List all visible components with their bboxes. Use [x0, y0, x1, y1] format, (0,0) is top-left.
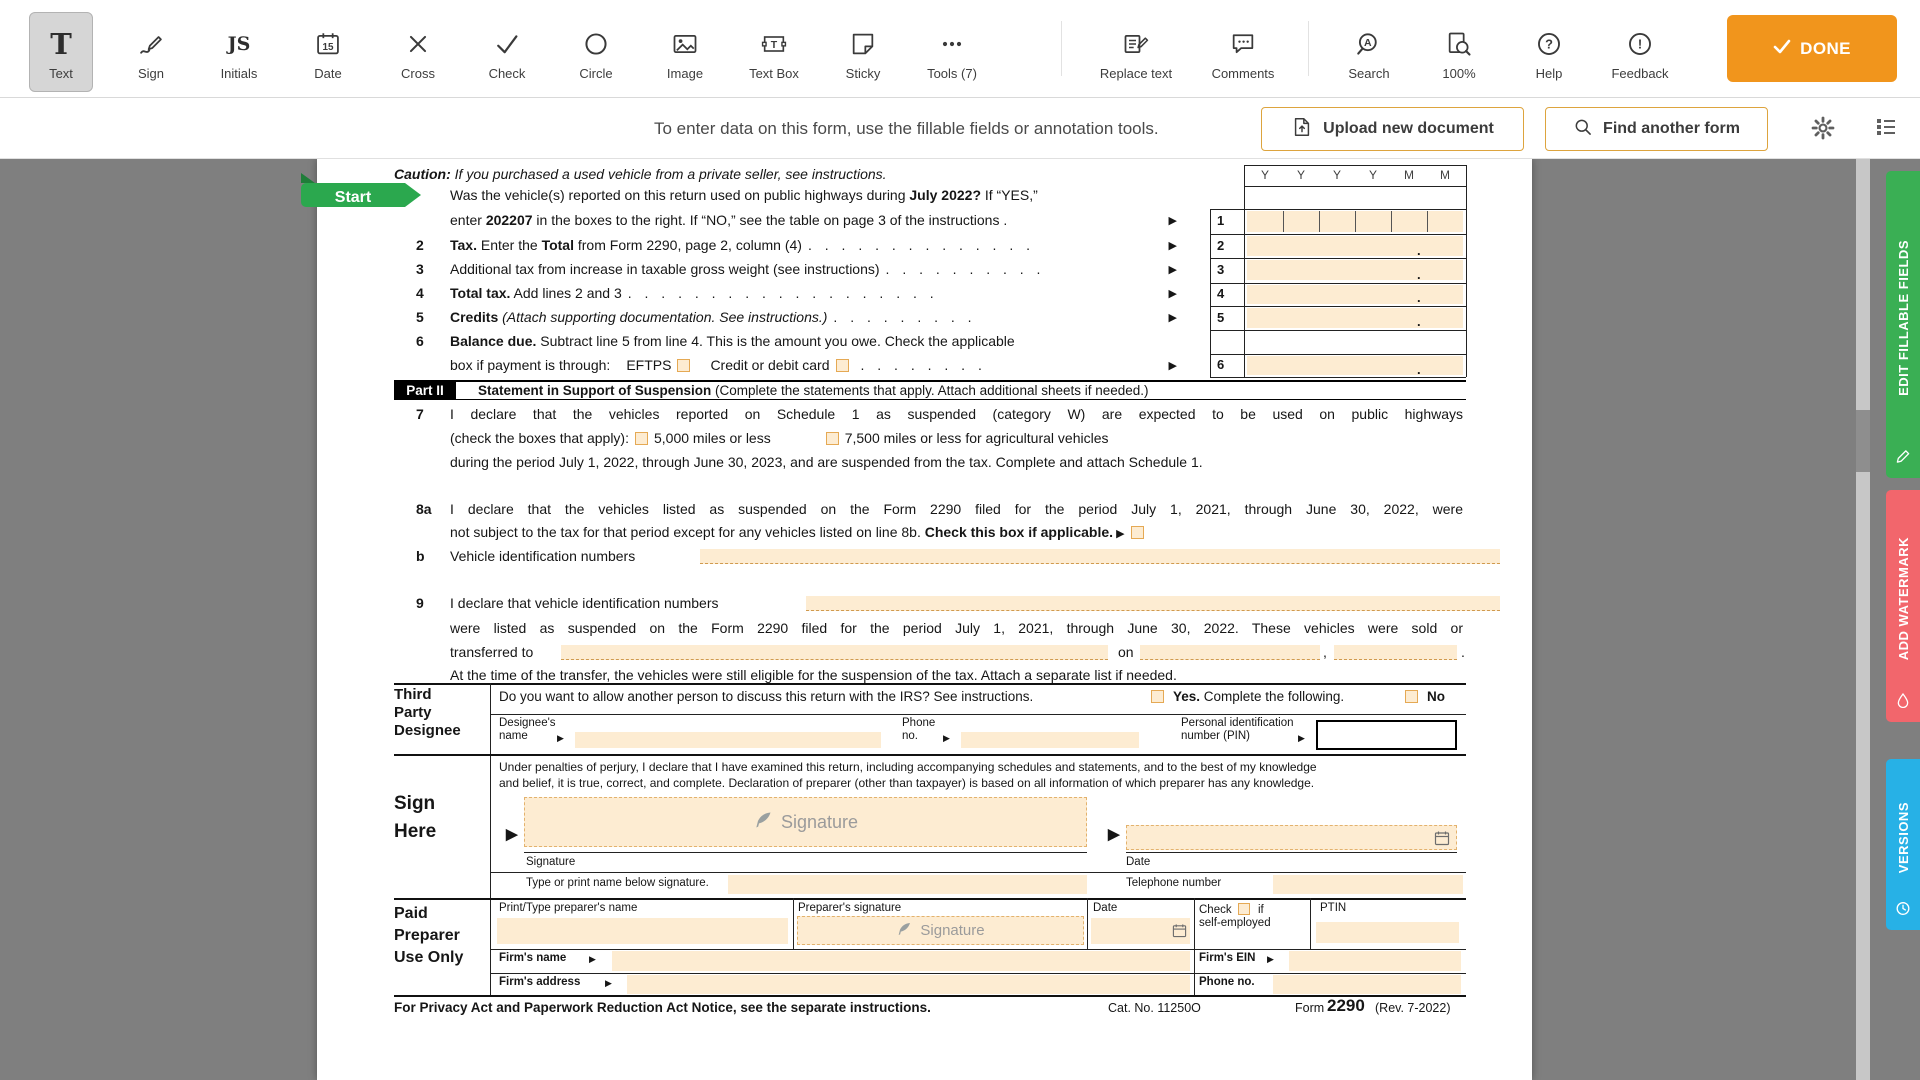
settings-gear-icon[interactable]: [1810, 115, 1836, 146]
designee-name-label: name: [499, 730, 528, 742]
calendar-icon: [1434, 830, 1450, 851]
date-arrow: ▶: [1108, 826, 1120, 843]
done-button[interactable]: [1727, 15, 1897, 82]
divider: [1210, 377, 1466, 378]
start-pointer[interactable]: [299, 173, 423, 222]
line9-row-1: 9 I declare that vehicle identification numbers: [416, 595, 719, 611]
transfer-extra-field[interactable]: [1334, 645, 1457, 660]
divider: [490, 714, 1466, 715]
part2-header: [394, 380, 1466, 400]
tool-text[interactable]: T Text: [29, 12, 93, 92]
amount-field-line3[interactable]: [1247, 260, 1463, 280]
tool-textbox[interactable]: T Text Box: [742, 12, 806, 92]
line8a-row-1: 8a I declare that the vehicles listed as suspended on the Form 2290 filed for the period July 1, 2021, through June 30, 2022, were: [416, 501, 1463, 517]
divider: [524, 852, 1087, 853]
toolbar: [0, 0, 1920, 98]
line1-text-2: enter 202207 in the boxes to the right. If “NO,” see the table on page 3 of the instructions . ▶: [450, 212, 1177, 228]
field-arrow: ▶: [589, 954, 596, 964]
form-hint-text: To enter data on this form, use the fillable fields or annotation tools.: [654, 119, 1159, 138]
divider: [1466, 165, 1467, 377]
field-arrow: ▶: [1298, 733, 1305, 743]
divider: [394, 754, 1466, 756]
decimal-dot: .: [1417, 243, 1421, 258]
sign-here-heading: Here: [394, 821, 437, 842]
divider: [1283, 211, 1284, 232]
firm-address-field[interactable]: [627, 975, 1190, 994]
upload-document-icon: [1291, 116, 1313, 143]
designee-no-checkbox[interactable]: [1405, 690, 1418, 703]
tool-image[interactable]: Image: [653, 12, 717, 92]
self-employed-checkbox[interactable]: [1238, 903, 1250, 915]
line9-on-label: on: [1118, 644, 1134, 660]
divider: [1210, 209, 1466, 210]
toolbar-divider: [1308, 21, 1309, 76]
upload-button-label: Upload new document: [1323, 120, 1494, 137]
perjury-text: and belief, it is true, correct, and complete. Declaration of preparer (other than taxpayer) is based on all information of which preparer has any knowledge.: [499, 776, 1315, 790]
paid-preparer-heading: Use Only: [394, 949, 464, 966]
feather-icon: [753, 810, 773, 835]
magnifier-icon: [1573, 117, 1593, 142]
transferred-to-field[interactable]: [561, 645, 1108, 660]
third-party-heading: Designee: [394, 722, 461, 739]
versions-history-icon: [1896, 901, 1911, 921]
tool-cross[interactable]: Cross: [386, 12, 450, 92]
designee-phone-label: no.: [902, 730, 918, 742]
field-arrow: ▶: [1267, 954, 1274, 964]
svg-text:!: !: [1637, 36, 1643, 52]
divider: [1210, 258, 1466, 259]
line1-text-1: Was the vehicle(s) reported on this return used on public highways during July 2022? If “YES,”: [450, 187, 1038, 203]
check-self-employed-label: self-employed: [1199, 917, 1271, 929]
check-self-employed-label: if: [1258, 904, 1264, 916]
amount-field-line6[interactable]: [1247, 356, 1463, 375]
part2-label: Part II: [394, 382, 456, 399]
firm-name-field[interactable]: [612, 951, 1190, 971]
yyyymm-header: Y Y Y Y M M: [1260, 168, 1450, 182]
divider: [1391, 211, 1392, 232]
divider: [394, 898, 1466, 900]
preparer-signature-header: Preparer's signature: [798, 902, 902, 914]
svg-text:15: 15: [322, 41, 334, 53]
divider: [394, 683, 1466, 685]
replace-text-icon: [1122, 23, 1150, 65]
line2-row: 2 Tax. Enter the Total from Form 2290, page 2, column (4) . . . . . . . . . . . . . . ▶: [416, 237, 1177, 253]
line8b-row: b Vehicle identification numbers: [416, 548, 636, 564]
image-icon: [671, 23, 699, 65]
tool-initials[interactable]: JS Initials: [207, 12, 271, 92]
check-self-employed-label: Check: [1199, 904, 1232, 916]
firm-phone-field[interactable]: [1273, 975, 1461, 994]
sticky-icon: [849, 23, 877, 65]
divider: [1087, 898, 1088, 949]
divider: [1319, 211, 1320, 232]
tab-versions[interactable]: VERSIONS: [1886, 759, 1920, 930]
divider: [1126, 852, 1457, 853]
divider: [1355, 211, 1356, 232]
divider: [1210, 354, 1466, 355]
firm-name-label: Firm's name: [499, 952, 567, 964]
upload-new-document-button[interactable]: [1261, 107, 1524, 151]
field-arrow: ▶: [557, 733, 564, 743]
watermark-icon: [1897, 693, 1910, 713]
designee-yes-checkbox[interactable]: [1151, 690, 1164, 703]
preparer-date-field[interactable]: [1091, 918, 1190, 944]
divider: [1210, 306, 1466, 307]
firm-address-label: Firm's address: [499, 976, 581, 988]
preparer-name-header: Print/Type preparer's name: [499, 902, 638, 914]
sign-icon: [137, 23, 165, 65]
search-icon: [1355, 23, 1383, 65]
date-icon: [314, 23, 342, 65]
row-number: 4: [1217, 286, 1225, 301]
ptin-field[interactable]: [1316, 922, 1459, 943]
row-number: 2: [1217, 238, 1225, 253]
form-number: 2290: [1327, 996, 1365, 1015]
line3-row: 3 Additional tax from increase in taxable gross weight (see instructions) . . . . . . . . . . ▶: [416, 261, 1177, 277]
divider: [1244, 165, 1466, 166]
decimal-dot: .: [1417, 267, 1421, 282]
telephone-label: Telephone number: [1126, 877, 1222, 889]
period: .: [1461, 644, 1465, 660]
zoom-icon: [1445, 23, 1473, 65]
line-arrow: ▶: [1168, 312, 1177, 324]
feather-icon: [896, 921, 912, 941]
form-word: Form: [1295, 1001, 1325, 1015]
third-party-heading: Party: [394, 704, 432, 721]
line7-row-2: (check the boxes that apply): 5,000 miles or less 7,500 miles or less for agricultural vehicles: [450, 430, 1109, 446]
preparer-date-header: Date: [1093, 902, 1118, 914]
svg-text:T: T: [770, 39, 778, 52]
signature-field[interactable]: Signature: [524, 797, 1087, 847]
ellipsis-icon: [938, 23, 966, 65]
preparer-signature-field[interactable]: Signature: [797, 916, 1084, 945]
phone-no-label: Phone no.: [1199, 976, 1255, 988]
signature-label: Signature: [526, 856, 576, 868]
tool-check[interactable]: Check: [475, 12, 539, 92]
pin-box[interactable]: [1316, 720, 1457, 750]
part2-title: Statement in Support of Suspension (Complete the statements that apply. Attach additional sheets if needed.): [478, 383, 1149, 398]
date-label: Date: [1126, 856, 1151, 868]
help-icon: [1535, 23, 1563, 65]
vin-field-8b[interactable]: [700, 549, 1500, 564]
field-arrow: ▶: [605, 978, 612, 988]
text-icon: T: [50, 26, 72, 61]
firm-ein-field[interactable]: [1289, 951, 1461, 971]
done-label: DONE: [1800, 38, 1851, 58]
comments-icon: [1229, 23, 1257, 65]
tool-comments[interactable]: Comments: [1203, 12, 1283, 92]
decimal-dot: .: [1417, 290, 1421, 305]
divider: [394, 995, 1466, 997]
line9-row-2: were listed as suspended on the Form 2290 filed for the period July 1, 2021, through June 30, 2022. These vehicles were sold or: [450, 620, 1463, 636]
5000-miles-checkbox[interactable]: [635, 432, 648, 445]
find-button-label: Find another form: [1603, 120, 1740, 137]
feedback-icon: [1626, 23, 1654, 65]
check-icon: [493, 23, 521, 65]
tool-replace-text[interactable]: Replace text: [1091, 12, 1181, 92]
sign-date-field[interactable]: [1126, 825, 1457, 850]
document-viewport: [0, 159, 1920, 1080]
vertical-scrollbar-track[interactable]: [1856, 159, 1870, 1080]
toolbar-divider: [1061, 21, 1062, 76]
find-another-form-button[interactable]: [1545, 107, 1768, 151]
divider: [1210, 283, 1466, 284]
transfer-date-field[interactable]: [1140, 645, 1320, 660]
cross-icon: [405, 23, 431, 65]
amount-field-line4[interactable]: [1247, 285, 1463, 304]
circle-icon: [582, 23, 610, 65]
preparer-name-field[interactable]: [497, 918, 788, 944]
form-revision: (Rev. 7-2022): [1375, 1001, 1451, 1015]
line8a-checkbox[interactable]: [1131, 526, 1144, 539]
type-name-label: Type or print name below signature.: [526, 877, 709, 889]
tool-sticky[interactable]: Sticky: [831, 12, 895, 92]
row-number: 5: [1217, 310, 1225, 325]
pin-label: Personal identification: [1181, 717, 1294, 729]
designee-phone-field[interactable]: [961, 732, 1139, 748]
tool-date[interactable]: 15 Date: [296, 12, 360, 92]
line-arrow: ▶: [1168, 240, 1177, 252]
calendar-icon: [1172, 923, 1187, 943]
line8a-row-2: not subject to the tax for that period except for any vehicles listed on line 8b. Check this box if applicable. ▶: [450, 524, 1150, 540]
edit-fields-icon: [1896, 449, 1911, 469]
done-check-icon: [1773, 38, 1791, 59]
tool-feedback[interactable]: ! Feedback: [1602, 12, 1678, 92]
row-number: 3: [1217, 262, 1225, 277]
row-number: 6: [1217, 357, 1225, 372]
tool-tools-more[interactable]: Tools (7): [920, 12, 984, 92]
paid-preparer-heading: Paid: [394, 905, 428, 922]
comma: ,: [1323, 644, 1327, 660]
designee-no-label: No: [1427, 689, 1445, 704]
line-arrow: ▶: [1168, 288, 1177, 300]
tool-help[interactable]: ? Help: [1517, 12, 1581, 92]
decimal-dot: .: [1417, 314, 1421, 329]
privacy-notice: For Privacy Act and Paperwork Reduction Act Notice, see the separate instructions.: [394, 1000, 931, 1015]
designee-name-label: Designee's: [499, 717, 556, 729]
caution-line: Caution: If you purchased a used vehicle from a private seller, see instructions.: [394, 166, 887, 182]
divider: [1427, 211, 1428, 232]
tool-zoom[interactable]: 100%: [1427, 12, 1491, 92]
credit-card-checkbox[interactable]: [836, 359, 849, 372]
line7-row-3: during the period July 1, 2022, through June 30, 2023, and are suspended from the tax. Complete and attach Schedule 1.: [450, 454, 1203, 470]
sign-here-heading: Sign: [394, 793, 436, 814]
line4-row: 4 Total tax. Add lines 2 and 3 . . . . . . . . . . . . . . . . . . . ▶: [416, 285, 1177, 301]
signature-arrow: ▶: [506, 826, 518, 843]
row-number: 1: [1217, 213, 1225, 228]
svg-text:?: ?: [1545, 36, 1553, 52]
divider: [490, 872, 1466, 873]
catalog-number: Cat. No. 11250O: [1108, 1001, 1201, 1015]
divider: [793, 898, 794, 949]
perjury-text: Under penalties of perjury, I declare that I have examined this return, including accompanying schedules and statements, and to the best of my knowledge: [499, 760, 1317, 774]
divider: [490, 973, 1466, 974]
line5-row: 5 Credits (Attach supporting documentation. See instructions.) . . . . . . . . . ▶: [416, 309, 1177, 325]
divider: [1244, 186, 1466, 187]
tool-circle[interactable]: Circle: [564, 12, 628, 92]
paid-preparer-heading: Preparer: [394, 927, 460, 944]
decimal-dot: .: [1417, 362, 1421, 377]
divider: [490, 949, 1466, 950]
line7-row-1: 7 I declare that the vehicles reported on Schedule 1 as suspended (category W) are expected to be used on public highways: [416, 406, 1463, 422]
document-page: [317, 159, 1532, 1080]
line-arrow: ▶: [1168, 360, 1177, 372]
designee-phone-label: Phone: [902, 717, 936, 729]
tab-edit-fillable-fields[interactable]: EDIT FILLABLE FIELDS: [1886, 171, 1920, 478]
line9-transferred-label: transferred to: [450, 644, 534, 660]
designee-yes-label: Yes. Complete the following.: [1173, 689, 1345, 704]
amount-field-line2[interactable]: [1247, 236, 1463, 256]
textbox-icon: [760, 23, 788, 65]
ptin-header: PTIN: [1320, 902, 1347, 914]
line9-row-4: At the time of the transfer, the vehicles were still eligible for the suspension of the tax. Attach a separate list if needed.: [450, 667, 1177, 683]
line6-row-2: box if payment is through: EFTPS Credit or debit card . . . . . . . . ▶: [450, 357, 1177, 373]
field-arrow: ▶: [943, 733, 950, 743]
divider: [1210, 330, 1466, 331]
third-party-heading: Third: [394, 686, 432, 703]
7500-miles-checkbox[interactable]: [826, 432, 839, 445]
firm-ein-label: Firm's EIN: [1199, 952, 1256, 964]
divider: [1194, 898, 1195, 995]
vin-field-9[interactable]: [806, 596, 1500, 611]
divider: [1310, 898, 1311, 949]
info-bar: [0, 98, 1920, 159]
line-arrow: ▶: [1168, 215, 1177, 227]
fields-list-icon[interactable]: [1874, 115, 1898, 144]
start-tag-fold: [301, 173, 315, 183]
type-name-field[interactable]: [728, 875, 1087, 894]
vertical-scrollbar-thumb[interactable]: [1856, 410, 1870, 472]
divider: [1210, 234, 1466, 235]
eftps-checkbox[interactable]: [677, 359, 690, 372]
tool-search[interactable]: A Search: [1337, 12, 1401, 92]
line-arrow: ▶: [1168, 264, 1177, 276]
divider: [1244, 165, 1245, 377]
svg-text:A: A: [1364, 37, 1372, 50]
initials-icon: JS: [227, 32, 251, 55]
tool-sign[interactable]: Sign: [119, 12, 183, 92]
designee-name-field[interactable]: [575, 732, 881, 748]
tab-add-watermark[interactable]: ADD WATERMARK: [1886, 490, 1920, 722]
line6-row-1: 6 Balance due. Subtract line 5 from line 4. This is the amount you owe. Check the applicable: [416, 333, 1015, 349]
pin-label: number (PIN): [1181, 730, 1251, 742]
telephone-field[interactable]: [1273, 875, 1463, 894]
amount-field-line5[interactable]: [1247, 308, 1463, 328]
svg-text:Start: Start: [334, 189, 372, 206]
designee-question: Do you want to allow another person to discuss this return with the IRS? See instructions.: [499, 689, 1034, 704]
